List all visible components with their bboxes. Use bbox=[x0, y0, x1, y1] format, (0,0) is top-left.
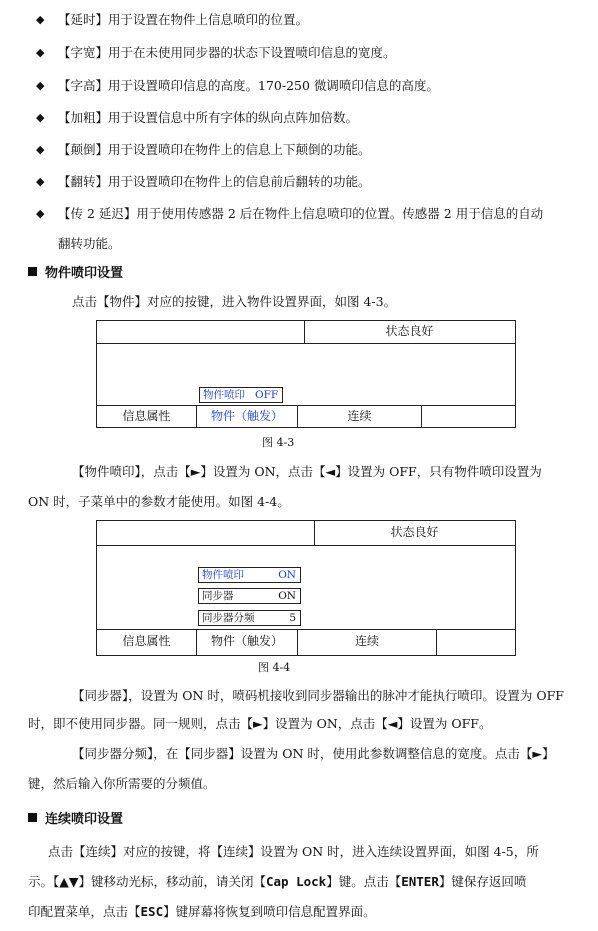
field-value: 5 bbox=[289, 612, 296, 624]
tab-continuous[interactable]: 连续 bbox=[354, 634, 379, 648]
paragraph-line: 【物件喷印】，点击【►】设置为 ON，点击【◄】设置为 OFF，只有物件喷印设置为 bbox=[72, 464, 542, 479]
bullet-text: 【颠倒】用于设置喷印在物件上的信息上下颠倒的功能。 bbox=[58, 142, 371, 157]
bullet-text: 【延时】用于设置在物件上信息喷印的位置。 bbox=[58, 12, 309, 27]
tab-continuous[interactable]: 连续 bbox=[347, 409, 372, 423]
figure-4-4-panel bbox=[96, 520, 516, 656]
square-bullet-icon bbox=[28, 267, 37, 276]
tab-object-trigger[interactable]: 物件（触发） bbox=[210, 409, 283, 423]
paragraph-line: 印配置菜单，点击【ESC】键屏幕将恢复到喷印信息配置界面。 bbox=[28, 904, 376, 919]
key-name: ESC bbox=[140, 904, 164, 919]
paragraph-line: 键，然后输入你所需要的分频值。 bbox=[28, 776, 216, 791]
field-label: 同步器分频 bbox=[202, 612, 255, 624]
section-intro: 点击【物件】对应的按键，进入物件设置界面，如图 4-3。 bbox=[72, 294, 397, 309]
field-value: OFF bbox=[255, 389, 279, 401]
bullet-icon: ◆ bbox=[36, 207, 45, 220]
paragraph-line: 示。【▲▼】键移动光标，移动前，请关闭【Cap Lock】键。点击【ENTER】键保存返回喷 bbox=[28, 874, 527, 889]
field-label: 物件喷印 bbox=[203, 389, 245, 401]
tab-info-attributes[interactable]: 信息属性 bbox=[122, 634, 171, 648]
paragraph-line: 【同步器分频】，在【同步器】设置为 ON 时，使用此参数调整信息的宽度。点击【►】 bbox=[72, 746, 555, 761]
paragraph-line: 【同步器】，设置为 ON 时，喷码机接收到同步器输出的脉冲才能执行喷印。设置为 OFF bbox=[72, 688, 564, 703]
field-label: 同步器 bbox=[202, 590, 234, 602]
tab-object-trigger[interactable]: 物件（触发） bbox=[210, 634, 283, 648]
bullet-icon: ◆ bbox=[36, 175, 45, 188]
object-print-field[interactable] bbox=[198, 567, 301, 583]
status-text: 状态良好 bbox=[385, 324, 434, 338]
synchronizer-divider-field[interactable] bbox=[198, 610, 301, 626]
tab-info-attributes[interactable]: 信息属性 bbox=[122, 409, 171, 423]
square-bullet-icon bbox=[28, 813, 37, 822]
bullet-text: 【传 2 延迟】用于使用传感器 2 后在物件上信息喷印的位置。传感器 2 用于信息的自动 bbox=[58, 206, 544, 221]
synchronizer-field[interactable] bbox=[198, 588, 301, 604]
bullet-text: 【翻转】用于设置喷印在物件上的信息前后翻转的功能。 bbox=[58, 174, 371, 189]
status-text: 状态良好 bbox=[390, 525, 439, 539]
section-heading: 连续喷印设置 bbox=[28, 812, 123, 828]
key-name: Cap Lock bbox=[265, 874, 327, 889]
bullet-text: 【字高】用于设置喷印信息的高度。170-250 微调喷印信息的高度。 bbox=[58, 78, 439, 93]
bullet-icon: ◆ bbox=[36, 46, 45, 59]
bullet-icon: ◆ bbox=[36, 79, 45, 92]
bullet-text: 【字宽】用于在未使用同步器的状态下设置喷印信息的宽度。 bbox=[58, 45, 396, 60]
field-value: ON bbox=[278, 590, 296, 602]
paragraph-line: ON 时，子菜单中的参数才能使用。如图 4-4。 bbox=[28, 494, 290, 509]
object-print-field[interactable] bbox=[199, 387, 283, 403]
key-name: ENTER bbox=[401, 874, 439, 889]
bullet-icon: ◆ bbox=[36, 143, 45, 156]
section-heading: 物件喷印设置 bbox=[28, 266, 123, 282]
paragraph-line: 点击【连续】对应的按键，将【连续】设置为 ON 时，进入连续设置界面，如图 4-5，所 bbox=[48, 844, 539, 859]
bullet-text-continued: 翻转功能。 bbox=[58, 236, 121, 251]
figure-caption: 图 4-4 bbox=[258, 661, 291, 674]
bullet-icon: ◆ bbox=[36, 13, 45, 26]
bullet-text: 【加粗】用于设置信息中所有字体的纵向点阵加倍数。 bbox=[58, 110, 359, 125]
figure-4-3-panel bbox=[96, 320, 516, 428]
field-value: ON bbox=[278, 569, 296, 581]
paragraph-line: 时，即不使用同步器。同一规则，点击【►】设置为 ON，点击【◄】设置为 OFF。 bbox=[28, 716, 492, 731]
figure-caption: 图 4-3 bbox=[262, 436, 295, 449]
field-label: 物件喷印 bbox=[202, 569, 244, 581]
bullet-icon: ◆ bbox=[36, 111, 45, 124]
